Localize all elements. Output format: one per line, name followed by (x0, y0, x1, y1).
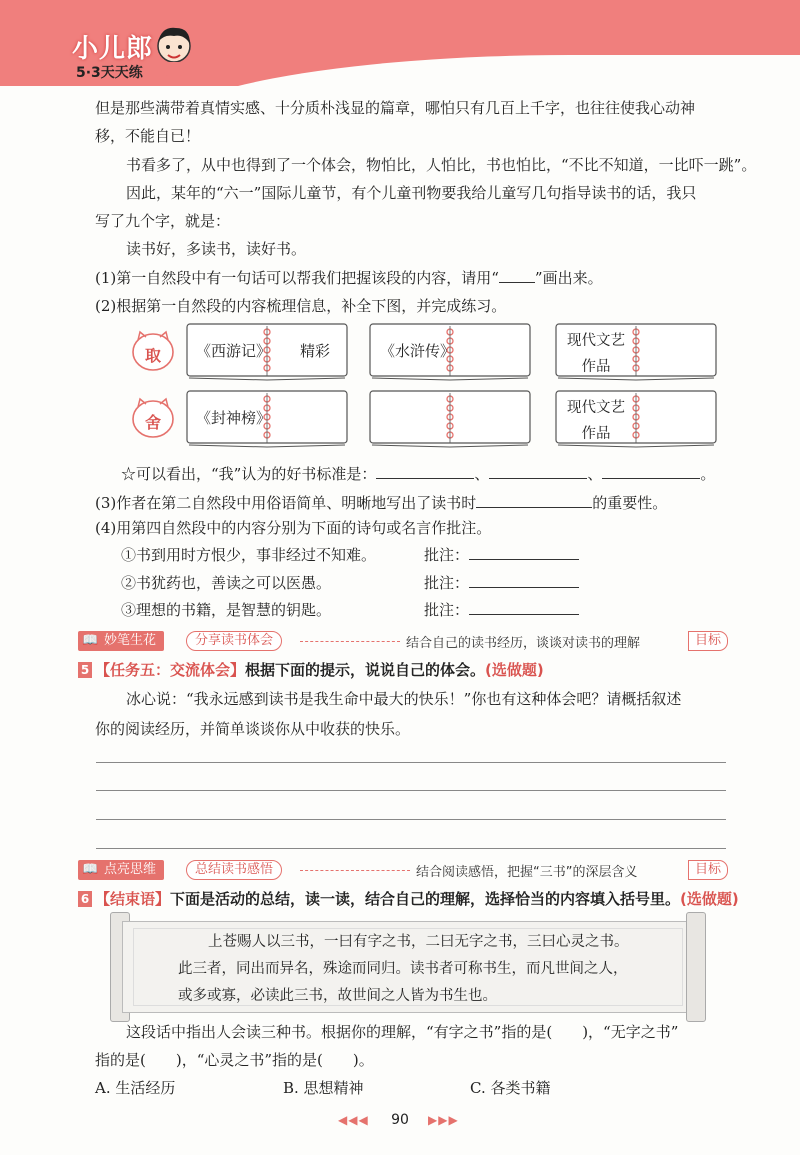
q3-blank[interactable] (476, 507, 592, 508)
q1-text: (1)第一自然段中有一句话可以帮我们把握该段的内容，请用“ (95, 269, 499, 287)
give-label: 舍 (145, 413, 162, 432)
separator: 、 (587, 465, 603, 483)
final-question: 这段话中指出人会读三种书。根据你的理解，“有字之书”指的是( )，“无字之书” (126, 1023, 679, 1041)
final-question: 指的是( )，“心灵之书”指的是( )。 (95, 1051, 374, 1069)
book-title: 《西游记》 (196, 342, 272, 360)
task-number: 6 (78, 891, 92, 907)
next-arrows-icon: ▶▶▶ (428, 1113, 459, 1127)
page-number: 90 (391, 1112, 409, 1128)
q1-blank[interactable] (499, 282, 535, 283)
q1-text-end: ”画出来。 (534, 269, 603, 287)
optional-tag: (选做题) (485, 661, 544, 679)
passage-line: 因此，某年的“六一”国际儿童节，有个儿童刊物要我给儿童写几句指导读书的话，我只 (126, 184, 697, 202)
book-icon: 📖 (82, 633, 99, 648)
task-5-line: 你的阅读经历，并简单谈谈你从中收获的快乐。 (95, 720, 411, 738)
take-label: 取 (145, 346, 162, 365)
section-description: 结合自己的读书经历，谈谈对读书的理解 (406, 636, 641, 651)
option-a[interactable]: A. 生活经历 (95, 1079, 176, 1097)
task-text: 根据下面的提示，说说自己的体会。 (245, 661, 486, 679)
scroll-text-line: 此三者，同出而异名，殊途而同归。读书者可称书生，而凡世间之人， (178, 961, 628, 977)
note-text: 批注： (424, 574, 470, 592)
q2-fill-text: ☆可以看出，“我”认为的好书标准是： (121, 465, 377, 483)
book-title: 《封神榜》 (196, 409, 272, 427)
note-text: 批注： (424, 601, 470, 619)
writing-line[interactable] (96, 790, 726, 791)
book-title: 《水浒传》 (380, 342, 456, 360)
standard-blank[interactable] (376, 478, 474, 479)
scroll-rod-right (686, 912, 706, 1022)
question-1 (95, 268, 603, 288)
book-card (370, 391, 530, 447)
section-divider (300, 641, 400, 642)
note-blank[interactable] (469, 559, 579, 560)
section-title: 点亮思维 (78, 860, 164, 880)
brand-logo: 小儿郎 (72, 34, 154, 64)
note-blank[interactable] (469, 614, 579, 615)
goal-badge: 目标 (688, 631, 728, 651)
passage-line: 写了九个字，就是： (95, 212, 231, 230)
book-title: 现代文艺 作品 (567, 400, 625, 442)
task-6-heading (78, 889, 739, 909)
end-mark: 。 (700, 465, 716, 483)
writing-line[interactable] (96, 762, 726, 763)
quote: ③理想的书籍，是智慧的钥匙。 (121, 601, 332, 619)
quote: ①书到用时方恨少，事非经过不知难。 (121, 546, 377, 564)
passage-line: 读书好，多读书，读好书。 (126, 240, 307, 258)
quote: ②书犹药也，善读之可以医愚。 (121, 574, 332, 592)
standard-blank[interactable] (489, 478, 587, 479)
book-title: 现代文艺 作品 (567, 333, 625, 375)
goal-badge: 目标 (688, 860, 728, 880)
note-label (424, 545, 579, 565)
q3-text-end: 的重要性。 (592, 494, 668, 512)
section-divider (300, 870, 410, 871)
question-3 (95, 493, 667, 513)
task-tag: 【结束语】 (95, 890, 171, 908)
note-label (424, 573, 579, 593)
section-bar (78, 631, 728, 651)
q2-fill (121, 464, 715, 484)
scroll-text-line: 或多或寡，必读此三书，故世间之人皆为书生也。 (178, 988, 497, 1004)
book-icon: 📖 (82, 862, 99, 877)
writing-line[interactable] (96, 819, 726, 820)
scroll-text-line: 上苍赐人以三书，一曰有字之书，二曰无字之书，三曰心灵之书。 (208, 934, 629, 950)
section-subtitle: 总结读书感悟 (186, 860, 282, 880)
section-subtitle: 分享读书体会 (186, 631, 282, 651)
option-b[interactable]: B. 思想精神 (283, 1079, 364, 1097)
series-name: 5·3天天练 (76, 65, 143, 81)
option-c[interactable]: C. 各类书籍 (470, 1079, 551, 1097)
task-text: 下面是活动的总结，读一读，结合自己的理解，选择恰当的内容填入括号里。 (170, 890, 681, 908)
task-number: 5 (78, 662, 92, 678)
section-description: 结合阅读感悟，把握“三书”的深层含义 (416, 865, 638, 880)
q3-text: (3)作者在第二自然段中用俗语简单、明晰地写出了读书时 (95, 494, 477, 512)
question-4: (4)用第四自然段中的内容分别为下面的诗句或名言作批注。 (95, 519, 492, 537)
note-blank[interactable] (469, 587, 579, 588)
prev-arrows-icon: ◀◀◀ (338, 1113, 369, 1127)
optional-tag: (选做题) (680, 890, 739, 908)
mascot-icon (150, 22, 198, 78)
reading-diagram (120, 318, 730, 448)
section-bar (78, 860, 728, 880)
task-5-line: 冰心说：“我永远感到读书是我生命中最大的快乐！”你也有这种体会吧？请概括叙述 (126, 690, 682, 708)
passage-line: 移，不能自已！ (95, 127, 201, 145)
question-2: (2)根据第一自然段的内容梳理信息，补全下图，并完成练习。 (95, 297, 507, 315)
writing-line[interactable] (96, 848, 726, 849)
passage-line: 书看多了，从中也得到了一个体会，物怕比，人怕比，书也怕比，“不比不知道，一比吓一跳”。 (126, 156, 757, 174)
section-title: 妙笔生花 (78, 631, 164, 651)
passage-line: 但是那些满带着真情实感、十分质朴浅显的篇章，哪怕只有几百上千字，也往往使我心动神 (95, 99, 696, 117)
standard-blank[interactable] (602, 478, 700, 479)
separator: 、 (474, 465, 490, 483)
task-tag: 【任务五：交流体会】 (95, 661, 246, 679)
book-quality: 精彩 (300, 342, 331, 360)
note-text: 批注： (424, 546, 470, 564)
note-label (424, 600, 579, 620)
task-5-heading (78, 660, 544, 680)
